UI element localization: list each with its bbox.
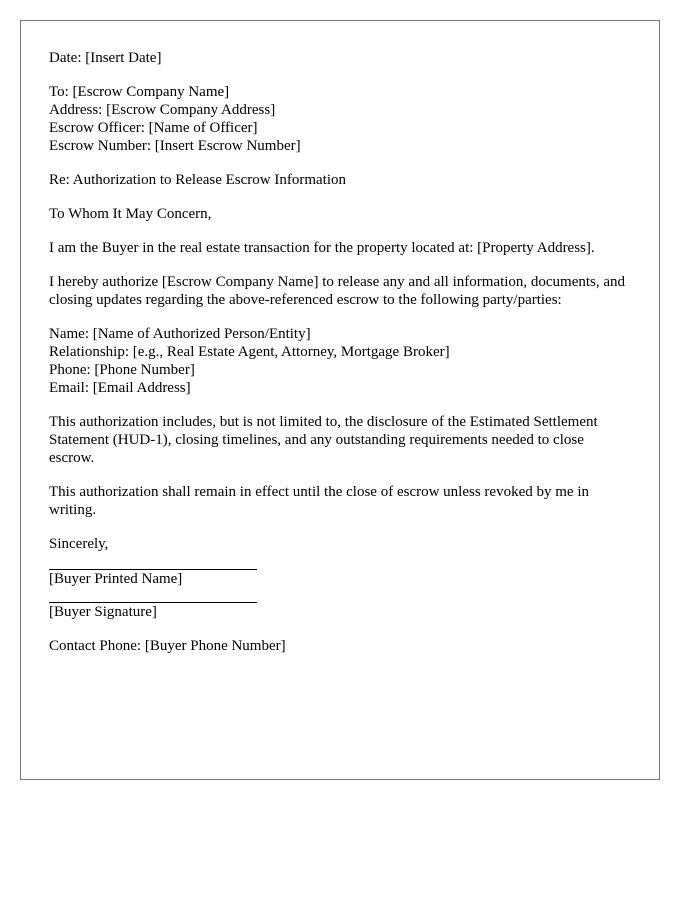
authorized-party-phone: Phone: [Phone Number]	[49, 362, 195, 378]
recipient-block	[49, 83, 631, 155]
printed-name-label: [Buyer Printed Name]	[49, 571, 183, 587]
printed-name-block	[49, 569, 631, 588]
authorization-paragraph: I hereby authorize [Escrow Company Name] to release any and all information, documents, and closing updates regarding the above-referenced escrow to the following party/parties:	[49, 274, 626, 308]
escrow-number: Escrow Number: [Insert Escrow Number]	[49, 138, 301, 154]
authorized-party-block	[49, 325, 631, 397]
subject-line: Re: Authorization to Release Escrow Information	[49, 172, 347, 188]
recipient-address: Address: [Escrow Company Address]	[49, 102, 276, 118]
duration-paragraph: This authorization shall remain in effect until the close of escrow unless revoked by me in writing.	[49, 484, 589, 518]
letter-document	[20, 20, 660, 780]
signature-block	[49, 602, 631, 621]
closing: Sincerely,	[49, 536, 109, 552]
contact-phone: Contact Phone: [Buyer Phone Number]	[49, 638, 286, 654]
authorized-party-relationship: Relationship: [e.g., Real Estate Agent, Attorney, Mortgage Broker]	[49, 344, 450, 360]
date-line: Date: [Insert Date]	[49, 50, 162, 66]
signature-label: [Buyer Signature]	[49, 604, 157, 620]
salutation: To Whom It May Concern,	[49, 206, 212, 222]
recipient-to: To: [Escrow Company Name]	[49, 84, 230, 100]
intro-paragraph: I am the Buyer in the real estate transaction for the property located at: [Property Address].	[49, 240, 595, 256]
authorized-party-name: Name: [Name of Authorized Person/Entity]	[49, 326, 311, 342]
escrow-officer: Escrow Officer: [Name of Officer]	[49, 120, 258, 136]
authorized-party-email: Email: [Email Address]	[49, 380, 191, 396]
scope-paragraph: This authorization includes, but is not limited to, the disclosure of the Estimated Settlement Statement (HUD-1), closing timelines, and any outstanding requirements needed to close escrow.	[49, 414, 598, 466]
